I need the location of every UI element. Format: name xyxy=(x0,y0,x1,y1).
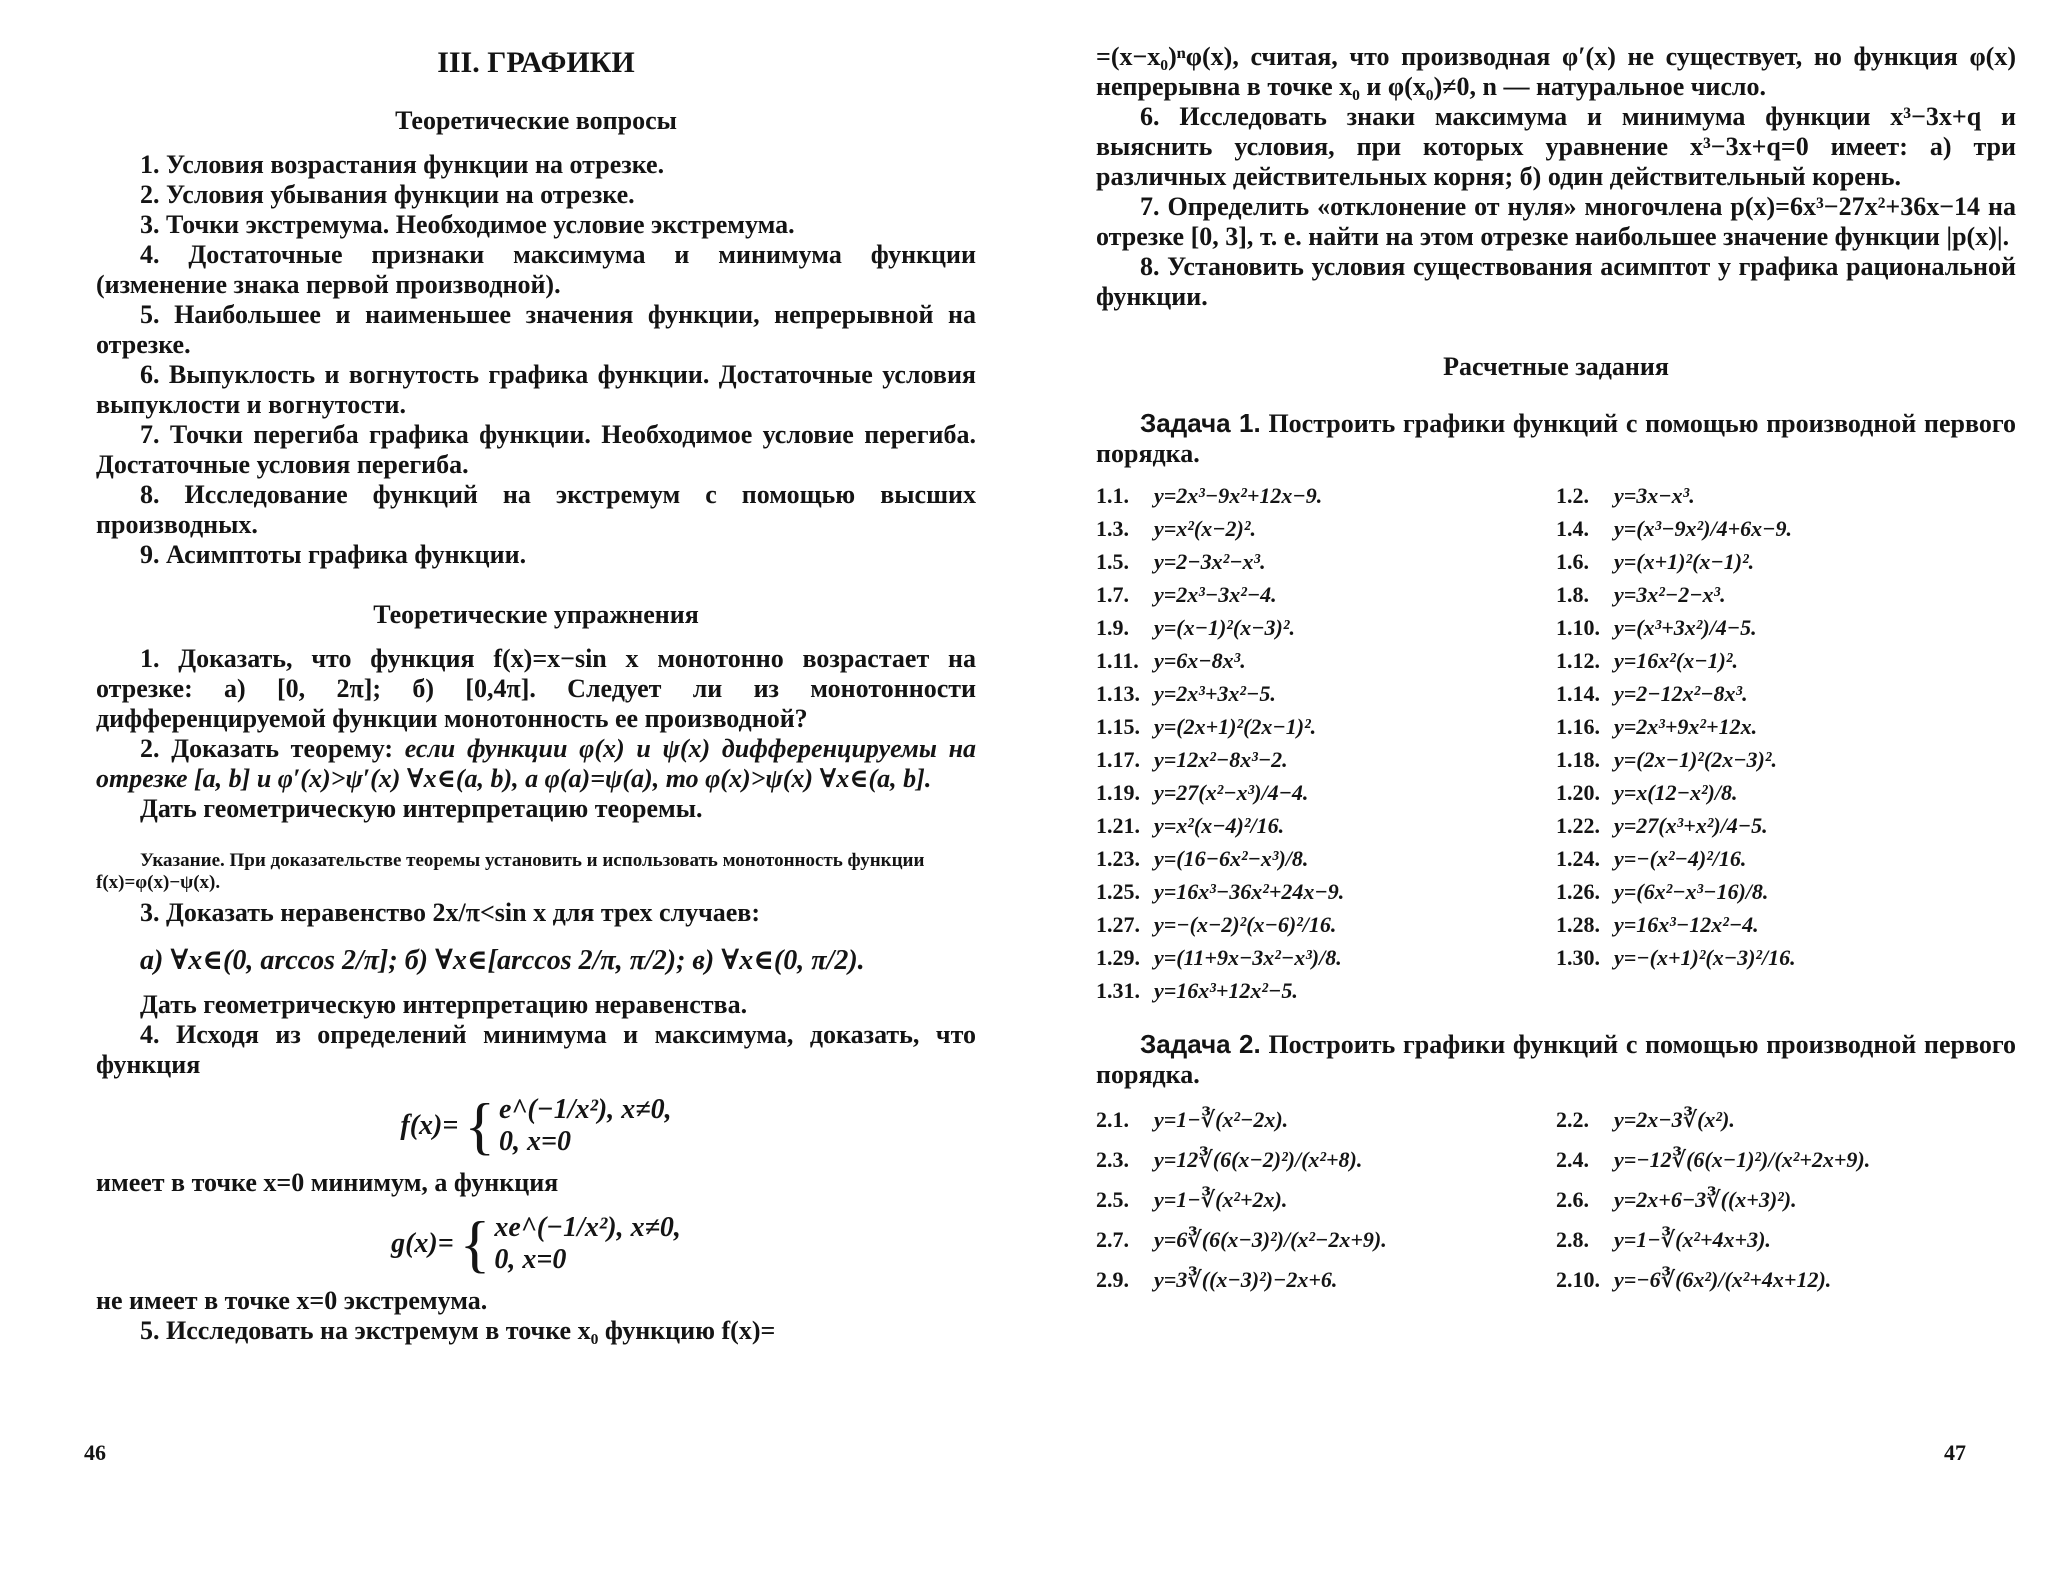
task-item xyxy=(1556,611,2016,644)
brace-glyph: { xyxy=(459,1208,491,1279)
task-item-formula: y=2x+6−3∛((x+3)²). xyxy=(1614,1187,1797,1212)
task-item-number: 1.17. xyxy=(1096,747,1140,772)
task-item xyxy=(1096,842,1556,875)
question-item: 8. Исследование функций на экстремум с помощью высших производных. xyxy=(96,480,976,539)
task-item xyxy=(1096,1260,1556,1300)
task-item-number: 2.6. xyxy=(1556,1187,1589,1212)
right-page xyxy=(1036,0,2072,1579)
task-item-formula: y=2−3x²−x³. xyxy=(1154,549,1266,574)
task-item-formula: y=x(12−x²)/8. xyxy=(1614,780,1738,805)
formula-f-row-1: e^(−1/x²), x≠0, xyxy=(499,1094,672,1125)
task-item-number: 1.30. xyxy=(1556,945,1600,970)
question-item: 7. Точки перегиба графика функции. Необходимое условие перегиба. Достаточные условия перегиба. xyxy=(96,420,976,479)
task-item xyxy=(1556,1260,2016,1300)
task-item xyxy=(1096,908,1556,941)
task-item xyxy=(1096,941,1556,974)
task-item-number: 2.10. xyxy=(1556,1267,1600,1292)
task-item-number: 1.1. xyxy=(1096,483,1129,508)
task-item-formula: y=27(x²−x³)/4−4. xyxy=(1154,780,1309,805)
exercise-8: 8. Установить условия существования асимптот у графика рациональной функции. xyxy=(1096,252,2016,311)
task-item xyxy=(1556,479,2016,512)
task-item-formula: y=16x²(x−1)². xyxy=(1614,648,1738,673)
page-number-right: 47 xyxy=(1944,1440,1966,1465)
task-item-formula: y=(2x+1)²(2x−1)². xyxy=(1154,714,1317,739)
left-column xyxy=(96,42,976,1346)
formula-g xyxy=(96,1208,976,1279)
exercise-5-continued: =(x−x₀)ⁿφ(x), считая, что производная φ′(x) не существует, но функция φ(x) непрерывна в точке x₀ и φ(x₀)≠0, n — натуральное число. xyxy=(1096,42,2016,101)
right-column xyxy=(1096,42,2016,1300)
task-item xyxy=(1556,743,2016,776)
exercise-2-theorem: если функции φ(x) и ψ(x) дифференцируемы на отрезке [a, b] и φ′(x)>ψ′(x) ∀x∈(a, b), а φ(a)=ψ(a), то φ(x)>ψ(x) ∀x∈(a, b]. xyxy=(96,734,976,793)
exercise-6: 6. Исследовать знаки максимума и минимума функции x³−3x+q и выяснить условия, при которых уравнение x³−3x+q=0 имеет: а) три различных действительных корня; б) один действительный корень. xyxy=(1096,102,2016,191)
task-item-number: 1.9. xyxy=(1096,615,1129,640)
task-item-formula: y=16x³−36x²+24x−9. xyxy=(1154,879,1345,904)
task-item-formula: y=(6x²−x³−16)/8. xyxy=(1614,879,1769,904)
task-item-formula: y=2x−3∛(x²). xyxy=(1614,1107,1735,1132)
task-1-list xyxy=(1096,479,2016,1007)
task-item xyxy=(1556,1100,2016,1140)
task-item-number: 1.29. xyxy=(1096,945,1140,970)
task-item-formula: y=1−∛(x²−2x). xyxy=(1154,1107,1289,1132)
task-item xyxy=(1096,1220,1556,1260)
task-2-label: Задача 2. xyxy=(1140,1029,1261,1059)
task-item xyxy=(1556,908,2016,941)
task-item-formula: y=2x³+9x²+12x. xyxy=(1614,714,1758,739)
task-item-formula: y=3x−x³. xyxy=(1614,483,1695,508)
task-item-formula: y=3∛((x−3)²)−2x+6. xyxy=(1154,1267,1338,1292)
task-item-formula: y=16x³−12x²−4. xyxy=(1614,912,1759,937)
task-item-formula: y=−(x−2)²(x−6)²/16. xyxy=(1154,912,1337,937)
task-item-number: 2.4. xyxy=(1556,1147,1589,1172)
task-1-title xyxy=(1096,408,2016,469)
task-item-number: 1.16. xyxy=(1556,714,1600,739)
question-item: 9. Асимптоты графика функции. xyxy=(140,540,527,569)
task-item xyxy=(1096,479,1556,512)
task-item-formula: y=12x²−8x³−2. xyxy=(1154,747,1288,772)
exercise-4-end: не имеет в точке x=0 экстремума. xyxy=(96,1286,488,1315)
task-item-formula: y=1−∛(x²+4x+3). xyxy=(1614,1227,1771,1252)
task-item xyxy=(1556,578,2016,611)
exercise-5-start: 5. Исследовать на экстремум в точке x₀ функцию f(x)= xyxy=(140,1316,776,1345)
formula-g-row-2: 0, x=0 xyxy=(494,1244,567,1275)
question-item: 6. Выпуклость и вогнутость графика функции. Достаточные условия выпуклости и вогнутости. xyxy=(96,360,976,419)
task-item-formula: y=2x³−9x²+12x−9. xyxy=(1154,483,1323,508)
task-item-number: 1.22. xyxy=(1556,813,1600,838)
question-item: 3. Точки экстремума. Необходимое условие экстремума. xyxy=(140,210,795,239)
task-item-formula: y=(x+1)²(x−1)². xyxy=(1614,549,1755,574)
task-item xyxy=(1556,677,2016,710)
task-item-number: 2.5. xyxy=(1096,1187,1129,1212)
task-item-formula: y=x²(x−2)². xyxy=(1154,516,1256,541)
task-item xyxy=(1096,1100,1556,1140)
task-item-number: 1.18. xyxy=(1556,747,1600,772)
task-item xyxy=(1096,710,1556,743)
task-item-number: 1.12. xyxy=(1556,648,1600,673)
question-item: 2. Условия убывания функции на отрезке. xyxy=(140,180,635,209)
task-item xyxy=(1096,611,1556,644)
task-item-formula: y=2x³−3x²−4. xyxy=(1154,582,1277,607)
task-item-number: 1.24. xyxy=(1556,846,1600,871)
formula-f xyxy=(96,1090,976,1161)
task-item xyxy=(1096,875,1556,908)
task-item xyxy=(1556,644,2016,677)
task-item-formula: y=6x−8x³. xyxy=(1154,648,1246,673)
task-2-title xyxy=(1096,1029,2016,1090)
task-item-formula: y=(x³−9x²)/4+6x−9. xyxy=(1614,516,1792,541)
theory-questions-list xyxy=(96,150,976,570)
task-item-number: 2.2. xyxy=(1556,1107,1589,1132)
task-1-label: Задача 1. xyxy=(1140,408,1261,438)
task-2-text: Построить графики функций с помощью производной первого порядка. xyxy=(1096,1030,2016,1089)
task-item-formula: y=(x³+3x²)/4−5. xyxy=(1614,615,1757,640)
task-1-text: Построить графики функций с помощью производной первого порядка. xyxy=(1096,409,2016,468)
question-item: 4. Достаточные признаки максимума и минимума функции (изменение знака первой производной). xyxy=(96,240,976,299)
task-item-number: 1.11. xyxy=(1096,648,1139,673)
task-item-formula: y=27(x³+x²)/4−5. xyxy=(1614,813,1768,838)
task-item-formula: y=2−12x²−8x³. xyxy=(1614,681,1748,706)
task-item xyxy=(1556,1180,2016,1220)
formula-f-row-2: 0, x=0 xyxy=(499,1126,572,1157)
task-item-number: 1.27. xyxy=(1096,912,1140,937)
exercise-2 xyxy=(96,734,976,794)
task-item xyxy=(1556,776,2016,809)
task-item-formula: y=−12∛(6(x−1)²)/(x²+2x+9). xyxy=(1614,1147,1871,1172)
task-item-number: 2.1. xyxy=(1096,1107,1129,1132)
task-item-formula: y=(11+9x−3x²−x³)/8. xyxy=(1154,945,1342,970)
task-item-number: 2.7. xyxy=(1096,1227,1129,1252)
task-item-formula: y=1−∛(x²+2x). xyxy=(1154,1187,1288,1212)
task-item xyxy=(1096,512,1556,545)
task-item xyxy=(1556,842,2016,875)
task-item-formula: y=−(x+1)²(x−3)²/16. xyxy=(1614,945,1796,970)
task-item xyxy=(1556,710,2016,743)
task-item xyxy=(1556,875,2016,908)
task-item-number: 1.10. xyxy=(1556,615,1600,640)
exercise-4: 4. Исходя из определений минимума и максимума, доказать, что функция xyxy=(96,1020,976,1079)
task-item-formula: y=12∛(6(x−2)²)/(x²+8). xyxy=(1154,1147,1363,1172)
section-title-theory-exercises: Теоретические упражнения xyxy=(373,600,699,629)
task-item-number: 1.14. xyxy=(1556,681,1600,706)
exercise-1: 1. Доказать, что функция f(x)=x−sin x монотонно возрастает на отрезке: а) [0, 2π]; б) [0,4π]. Следует ли из монотонности дифференцируемой функции монотонность ее производной? xyxy=(96,644,976,733)
task-item-formula: y=−6∛(6x²)/(x²+4x+12). xyxy=(1614,1267,1832,1292)
task-item xyxy=(1096,743,1556,776)
task-item-number: 1.26. xyxy=(1556,879,1600,904)
exercise-3: 3. Доказать неравенство 2x/π<sin x для трех случаев: xyxy=(140,898,760,927)
task-item xyxy=(1096,578,1556,611)
task-item-formula: y=3x²−2−x³. xyxy=(1614,582,1726,607)
exercise-2-start: 2. Доказать теорему: xyxy=(140,734,405,763)
task-item-formula: y=16x³+12x²−5. xyxy=(1154,978,1298,1003)
task-item xyxy=(1556,545,2016,578)
task-item-number: 1.23. xyxy=(1096,846,1140,871)
task-item-number: 1.28. xyxy=(1556,912,1600,937)
task-item-number: 2.8. xyxy=(1556,1227,1589,1252)
exercise-2-geometry: Дать геометрическую интерпретацию теоремы. xyxy=(140,794,703,823)
task-item-formula: y=(2x−1)²(2x−3)². xyxy=(1614,747,1777,772)
task-item xyxy=(1096,644,1556,677)
page-number-left: 46 xyxy=(84,1440,106,1465)
question-item: 5. Наибольшее и наименьшее значения функции, непрерывной на отрезке. xyxy=(96,300,976,359)
task-item xyxy=(1096,545,1556,578)
task-item xyxy=(1556,1140,2016,1180)
task-item-number: 1.5. xyxy=(1096,549,1129,574)
task-item xyxy=(1556,512,2016,545)
task-item xyxy=(1096,1180,1556,1220)
task-item xyxy=(1096,776,1556,809)
task-item xyxy=(1096,1140,1556,1180)
task-item-number: 1.20. xyxy=(1556,780,1600,805)
task-item-number: 1.19. xyxy=(1096,780,1140,805)
task-item-number: 1.13. xyxy=(1096,681,1140,706)
task-item xyxy=(1556,1220,2016,1260)
task-2-list xyxy=(1096,1100,2016,1300)
task-item-number: 2.3. xyxy=(1096,1147,1129,1172)
task-item xyxy=(1096,809,1556,842)
formula-g-row-1: xe^(−1/x²), x≠0, xyxy=(494,1212,681,1243)
exercise-7: 7. Определить «отклонение от нуля» многочлена p(x)=6x³−27x²+36x−14 на отрезке [0, 3], т. е. найти на этом отрезке наибольшее значение функции |p(x)|. xyxy=(1096,192,2016,251)
task-item xyxy=(1096,677,1556,710)
task-item-formula: y=−(x²−4)²/16. xyxy=(1614,846,1747,871)
formula-g-lhs: g(x)= xyxy=(391,1228,454,1259)
chapter-title: III. ГРАФИКИ xyxy=(437,46,635,79)
exercise-3-cases: а) ∀x∈(0, arccos 2/π]; б) ∀x∈[arccos 2/π, π/2); в) ∀x∈(0, π/2). xyxy=(140,945,865,976)
task-item-number: 2.9. xyxy=(1096,1267,1129,1292)
task-item xyxy=(1556,809,2016,842)
formula-f-lhs: f(x)= xyxy=(400,1110,459,1141)
task-item-formula: y=(16−6x²−x³)/8. xyxy=(1154,846,1309,871)
section-title-computational: Расчетные задания xyxy=(1443,352,1669,381)
task-item xyxy=(1556,941,2016,974)
task-item-number: 1.6. xyxy=(1556,549,1589,574)
task-item-number: 1.31. xyxy=(1096,978,1140,1003)
exercise-4-mid: имеет в точке x=0 минимум, а функция xyxy=(96,1168,559,1197)
task-item-formula: y=6∛(6(x−3)²)/(x²−2x+9). xyxy=(1154,1227,1387,1252)
task-item-number: 1.25. xyxy=(1096,879,1140,904)
task-item-number: 1.2. xyxy=(1556,483,1589,508)
task-item-number: 1.8. xyxy=(1556,582,1589,607)
hint-note: Указание. При доказательстве теоремы установить и использовать монотонность функции f(x)=φ(x)−ψ(x). xyxy=(96,850,925,893)
task-item-number: 1.7. xyxy=(1096,582,1129,607)
task-item-number: 1.15. xyxy=(1096,714,1140,739)
task-item xyxy=(1096,974,1556,1007)
task-item-number: 1.4. xyxy=(1556,516,1589,541)
task-item-number: 1.3. xyxy=(1096,516,1129,541)
task-item-formula: y=x²(x−4)²/16. xyxy=(1154,813,1285,838)
question-item: 1. Условия возрастания функции на отрезке. xyxy=(140,150,665,179)
task-item-formula: y=(x−1)²(x−3)². xyxy=(1154,615,1295,640)
exercise-3-geometry: Дать геометрическую интерпретацию неравенства. xyxy=(140,990,748,1019)
task-item-number: 1.21. xyxy=(1096,813,1140,838)
task-item-formula: y=2x³+3x²−5. xyxy=(1154,681,1276,706)
brace-glyph: { xyxy=(464,1090,496,1161)
section-title-theory-questions: Теоретические вопросы xyxy=(395,106,677,135)
